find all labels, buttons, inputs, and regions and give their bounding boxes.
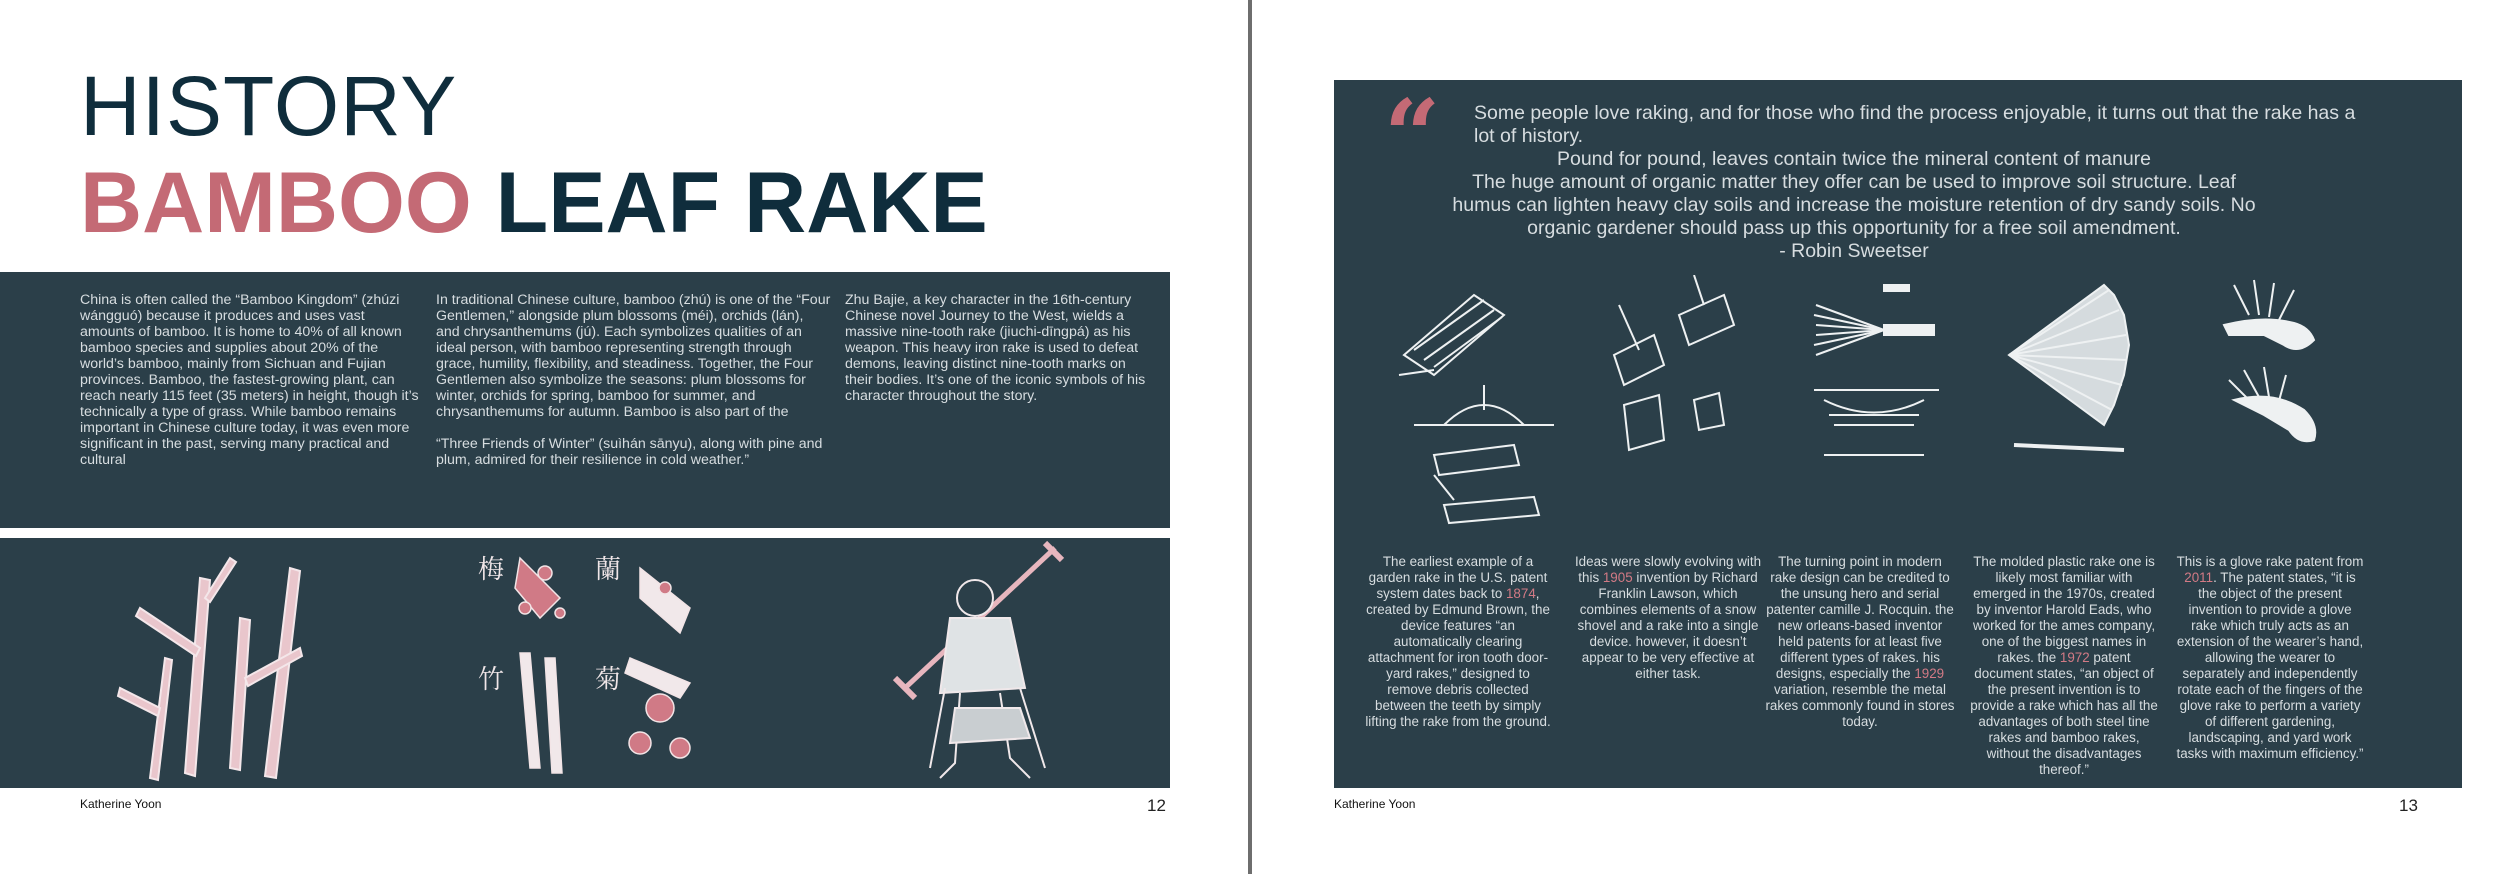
patent-1905-drawing [1604,275,1744,475]
caption-1905 [1572,554,1764,682]
caption-text: . The patent states, “it is the object of the present invention to provide a glove rake which truly acts as an extension of the wearer’s hand, allowing the wearer to separately and independently rotate each of the fingers of the glove rake to perform a variety of different gardening, landscaping, and yard work tasks with maximum efficiency.” [2176,570,2364,761]
text-column-3 [845,292,1155,420]
quote-line: organic gardener should pass up this opportunity for a free soil amendment. [1527,217,2181,239]
bamboo-illustration [118,558,302,780]
bamboo-kingdom-paragraph: China is often called the “Bamboo Kingdom” (zhúzi wángguó) because it produces and uses vast amounts of bamboo. It is home to 40% of all known bamboo species and supplies about 20% of the world’s bamboo, mainly from Sichuan and Fujian provinces. Bamboo, the fastest-growing plant, can reach nearly 115 feet (35 meters) in height, though it’s technically a type of grass. While bamboo remains important in Chinese culture today, it was even more significant in the past, serving many practical and cultural [80,292,419,468]
zhu-bajie-illustration [895,543,1062,778]
quote-block [1414,148,2294,263]
illustration-strip [0,538,1170,788]
text-column-2 [436,292,831,484]
page-title [80,155,988,251]
title-bamboo: BAMBOO [80,155,472,251]
zhu-bajie-paragraph: Zhu Bajie, a key character in the 16th-century Chinese novel Journey to the West, wields a massive nine-tooth rake (jiuchi-dīngpá) as his weapon. This heavy iron rake is used to defeat demons, leaving distinct nine-tooth marks on their bodies. It’s one of the iconic symbols of his character throughout the story. [845,292,1146,404]
caption-text: invention by Richard Franklin Lawson, which combines elements of a snow shovel and a rake into a single device. however, it doesn’t appear to be very effective at either task. [1577,570,1759,681]
four-gentlemen-illustration [478,555,690,773]
glyph-orchid: 蘭 [595,555,622,585]
author-name: Katherine Yoon [1334,797,1416,811]
patent-1929-drawing [1804,275,1944,475]
glyph-chrysanthemum: 菊 [595,665,622,695]
caption-text: This is a glove rake patent from [2176,554,2364,569]
caption-year: 1929 [1914,666,1945,681]
three-friends-paragraph: “Three Friends of Winter” (suìhán sānyu), along with pine and plum, admired for their resilience in cold weather.” [436,436,823,468]
caption-text: The molded plastic rake one is likely most familiar with emerged in the 1970s, created by inventor Harold Eads, who worked for the ames company, one of the biggest names in rakes. the [1972,554,2156,665]
history-text-panel [0,272,1170,528]
quote-mark-icon: “ [1384,79,1441,194]
caption-text: The turning point in modern rake design can be credited to the unsung hero and serial patenter camille J. Rocquin. the new orleans-based inventor held patents for at least five different types of rakes. his designs, especially the [1766,554,1954,681]
caption-text: variation, resemble the metal rakes commonly found in stores today. [1765,682,1955,729]
author-name: Katherine Yoon [80,797,162,811]
patent-2011-drawing [2204,275,2354,475]
glyph-bamboo: 竹 [478,665,505,695]
page-number: 12 [1147,796,1166,815]
caption-1874 [1362,554,1554,730]
rake-patents-panel [1334,80,2462,788]
quote-intro: Some people love raking, and for those who find the process enjoyable, it turns out that the rake has a lot of history. [1474,102,2356,147]
right-page [1252,0,2500,874]
caption-text: Ideas were slowly evolving with this [1574,554,1762,585]
quote-line: humus can lighten heavy clay soils and increase the moisture retention of dry sandy soils. No [1452,194,2256,216]
left-page [0,0,1248,874]
quote-attribution: - Robin Sweetser [1779,240,1929,262]
page-number: 13 [2399,796,2418,815]
patent-1874-drawing [1394,275,1564,535]
page-heading-history: HISTORY [80,59,458,153]
quote-line: Pound for pound, leaves contain twice the mineral content of manure [1556,148,2152,170]
caption-1972 [1968,554,2160,778]
illustration-panel [0,538,1170,788]
text-column-1 [80,292,420,484]
title-leaf-rake: LEAF RAKE [495,155,988,251]
caption-year: 1905 [1602,570,1633,585]
glyph-plum: 梅 [478,555,505,585]
caption-text: patent document states, “an object of the present invention is to provide a rake which has all the advantages of both steel tine rakes and bamboo rakes, without the disadvantages thereof.” [1970,650,2158,777]
caption-1929 [1764,554,1956,730]
caption-text: The earliest example of a garden rake in the U.S. patent system dates back to [1368,554,1548,601]
caption-year: 1972 [2059,650,2090,665]
caption-year: 2011 [2184,570,2214,585]
quote-line: The huge amount of organic matter they offer can be used to improve soil structure. Leaf [1472,171,2236,193]
caption-year: 1874 [1505,586,1536,601]
four-gentlemen-paragraph: In traditional Chinese culture, bamboo (zhú) is one of the “Four Gentlemen,” alongside plum blossoms (méi), orchids (lán), and chrysanthemums (jú). Each symbolizes qualities of an ideal person, with bamboo representing strength through grace, humility, flexibility, and steadiness. Together, the Four Gentlemen also symbolize the seasons: plum blossoms for winter, orchids for spring, bamboo for summer, and chrysanthemums for autumn. Bamboo is also part of the [436,292,831,420]
caption-2011 [2174,554,2366,762]
caption-text: , created by Edmund Brown, the device features “an automatically clearing attachment for iron tooth door-yard rakes,” designed to remove debris collected between the teeth by simply lifting the rake from the ground. [1365,586,1551,729]
patent-1972-drawing [1994,275,2144,475]
